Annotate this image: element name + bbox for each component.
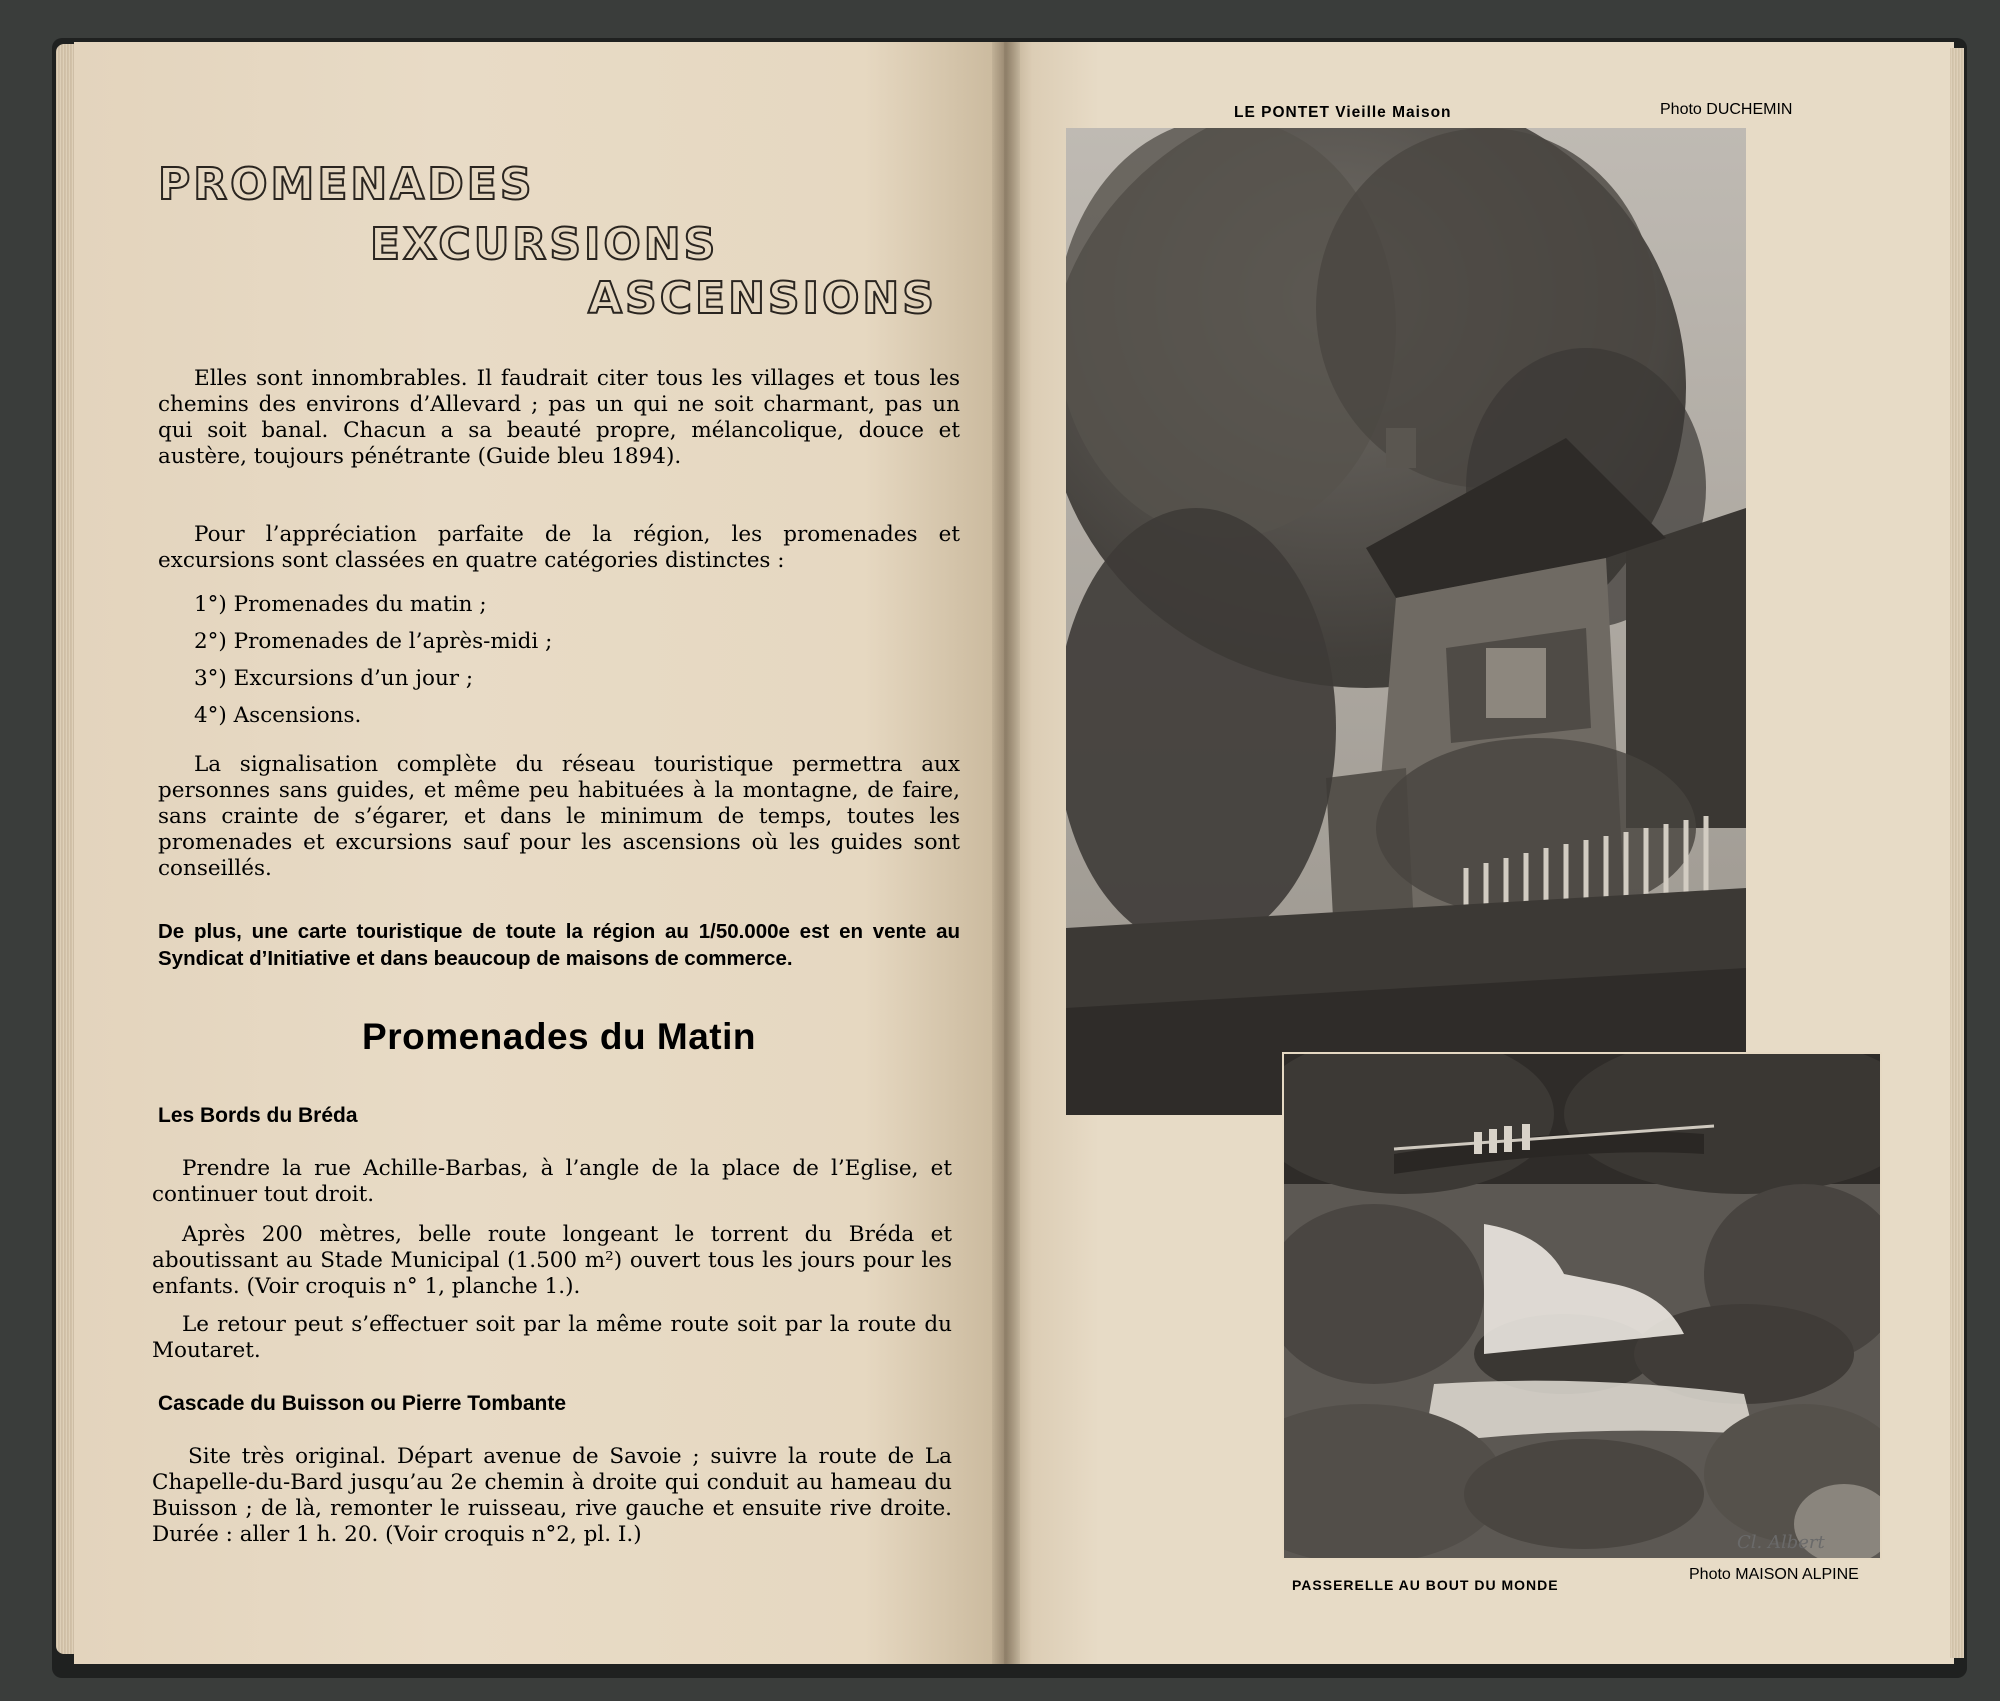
intro-paragraph: Elles sont innombrables. Il faudrait citer tous les villages et tous les chemins des environs d’Allevard ; pas un qui ne soit charmant, pas un qui soit banal. Chacun a sa beauté propre, mélancolique, douce et austère, toujours pénétrante (Guide bleu 1894). bbox=[158, 366, 960, 469]
title-line-2: EXCURSIONS bbox=[370, 219, 719, 270]
section-heading: Promenades du Matin bbox=[362, 1016, 756, 1057]
photo-signature: Cl. Albert bbox=[1737, 1532, 1825, 1553]
walk-title: Cascade du Buisson ou Pierre Tombante bbox=[158, 1392, 567, 1415]
photo-credit-bottom: Photo MAISON ALPINE bbox=[1689, 1566, 1859, 1583]
photo-caption-top: LE PONTET Vieille Maison bbox=[1234, 104, 1452, 121]
title-line-3: ASCENSIONS bbox=[588, 273, 937, 324]
signage-paragraph: La signalisation complète du réseau touristique permettra aux personnes sans guides, et même peu habituées à la montagne, de faire, sans crainte de s’égarer, et dans le minimum de temps, toutes les promenades et excursions sauf pour les ascensions où les guides sont conseillés. bbox=[158, 752, 960, 881]
photo-footbridge-waterfall bbox=[1282, 1052, 1882, 1560]
list-item: 1°) Promenades du matin ; bbox=[194, 592, 487, 617]
photo-caption-bottom: PASSERELLE AU BOUT DU MONDE bbox=[1292, 1577, 1559, 1593]
category-list bbox=[194, 590, 552, 738]
map-notice: De plus, une carte touristique de toute la région au 1/50.000e est en vente au Syndicat d’Initiative et dans beaucoup de maisons de commerce. bbox=[158, 920, 960, 970]
walk-paragraph: Le retour peut s’effectuer soit par la même route soit par la route du Moutaret. bbox=[152, 1312, 952, 1363]
page-edges-right bbox=[1950, 48, 1964, 1658]
title-line-1: PROMENADES bbox=[158, 159, 535, 210]
walk-paragraph: Après 200 mètres, belle route longeant le torrent du Bréda et aboutissant au Stade Municipal (1.500 m²) ouvert tous les jours pour les enfants. (Voir croquis n° 1, planche 1.). bbox=[152, 1222, 952, 1299]
classification-paragraph: Pour l’appréciation parfaite de la région, les promenades et excursions sont classées en quatre catégories distinctes : bbox=[158, 522, 960, 573]
photo-credit-top: Photo DUCHEMIN bbox=[1660, 101, 1793, 118]
book-gutter bbox=[992, 42, 1020, 1664]
decorative-title bbox=[158, 159, 968, 324]
walk-paragraph: Prendre la rue Achille-Barbas, à l’angle de la place de l’Eglise, et continuer tout droit. bbox=[152, 1156, 952, 1207]
list-item: 3°) Excursions d’un jour ; bbox=[194, 666, 474, 691]
walk-title: Les Bords du Bréda bbox=[158, 1104, 358, 1127]
walk-paragraph: Site très original. Départ avenue de Savoie ; suivre la route de La Chapelle-du-Bard jusqu’au 2e chemin à droite qui conduit au hameau du Buisson ; de là, remonter le ruisseau, rive gauche et ensuite rive droite. Durée : aller 1 h. 20. (Voir croquis n°2, pl. I.) bbox=[152, 1444, 952, 1547]
list-item: 2°) Promenades de l’après-midi ; bbox=[194, 629, 553, 654]
photo-old-house bbox=[1066, 128, 1746, 1115]
list-item: 4°) Ascensions. bbox=[194, 703, 362, 728]
